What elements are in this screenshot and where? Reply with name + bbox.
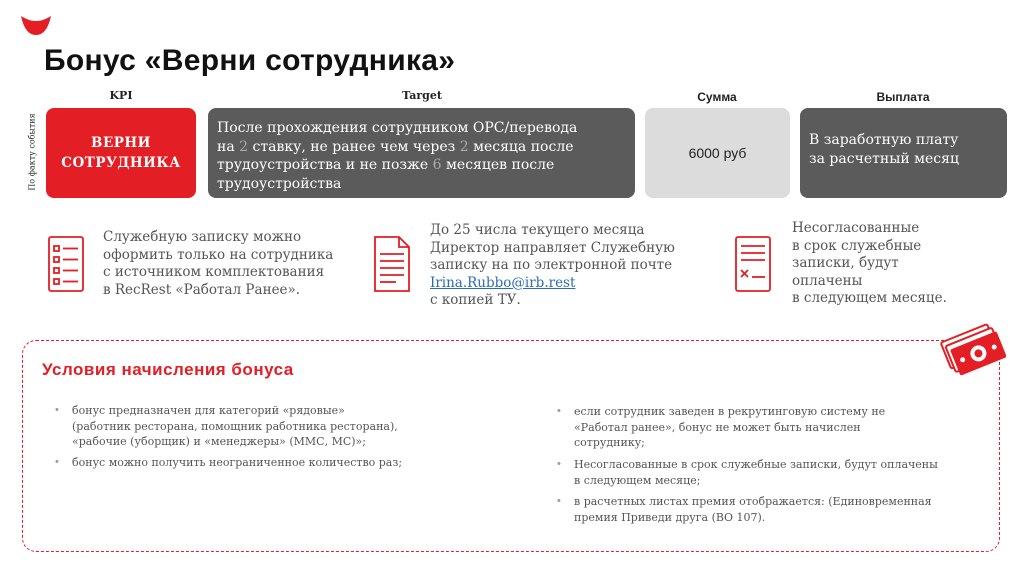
email-link[interactable]: Irina.Rubbo@irb.rest: [430, 274, 576, 291]
checklist-icon: [48, 236, 84, 292]
target-line-1: После прохождения сотрудником ОРС/перевода: [217, 120, 578, 136]
note-1: Служебную записку можно оформить только на сотрудника с источником комплектования в RecRest «Работал Ранее».: [103, 229, 334, 298]
money-icon: [936, 320, 1006, 382]
payout-header: Выплата: [876, 90, 930, 104]
condition-right-1: • если сотрудник заведен в рекрутинговую систему не «Работал ранее», бонус не может быть начислен сотруднику;: [557, 405, 886, 449]
condition-left-2: • бонус можно получить неограниченное количество раз;: [55, 456, 403, 469]
kpi-header: KPI: [109, 89, 133, 102]
logo-icon: [20, 14, 52, 36]
side-label: По факту события: [27, 113, 37, 191]
summa-header: Сумма: [697, 90, 737, 104]
summa-value: 6000 руб: [688, 145, 747, 161]
note-3: Несогласованные в срок служебные записки, будут оплачены в следующем месяце.: [792, 220, 947, 306]
note-2: До 25 числа текущего месяца Директор направляет Служебную записку на по электронной почте Irina.Rubbo@irb.rest с копией ТУ.: [430, 222, 675, 308]
kpi-box: [46, 108, 196, 198]
page-title: Бонус «Верни сотрудника»: [44, 44, 456, 77]
payout-line-2: за расчетный месяц: [809, 150, 959, 167]
target-box: [208, 108, 635, 198]
target-line-4: трудоустройства: [217, 175, 342, 192]
kpi-line-2: СОТРУДНИКА: [61, 155, 181, 171]
payout-box: [800, 108, 1007, 198]
rejected-document-icon: [735, 236, 771, 292]
kpi-line-1: ВЕРНИ: [91, 135, 151, 151]
condition-right-2: • Несогласованные в срок служебные записки, будут оплачены в следующем месяце;: [557, 458, 938, 487]
conditions-title: Условия начисления бонуса: [42, 360, 294, 379]
payout-line-1: В заработную плату: [809, 132, 959, 148]
summa-box: [645, 108, 790, 198]
condition-left-1: • бонус предназначен для категорий «рядовые» (работник ресторана, помощник работника ресторана), «рабочие (уборщик) и «менеджеры» (ММС, МС)»;: [55, 404, 398, 448]
target-line-2: на 2 ставку, не ранее чем через 2 месяца после: [217, 138, 574, 155]
target-line-3: трудоустройства и не позже 6 месяцев после: [217, 157, 555, 173]
target-header: Target: [402, 89, 442, 102]
condition-right-3: • в расчетных листах премия отображается: (Единовременная премия Приведи друга (ВО 107).: [557, 495, 932, 524]
document-icon: [374, 236, 410, 292]
